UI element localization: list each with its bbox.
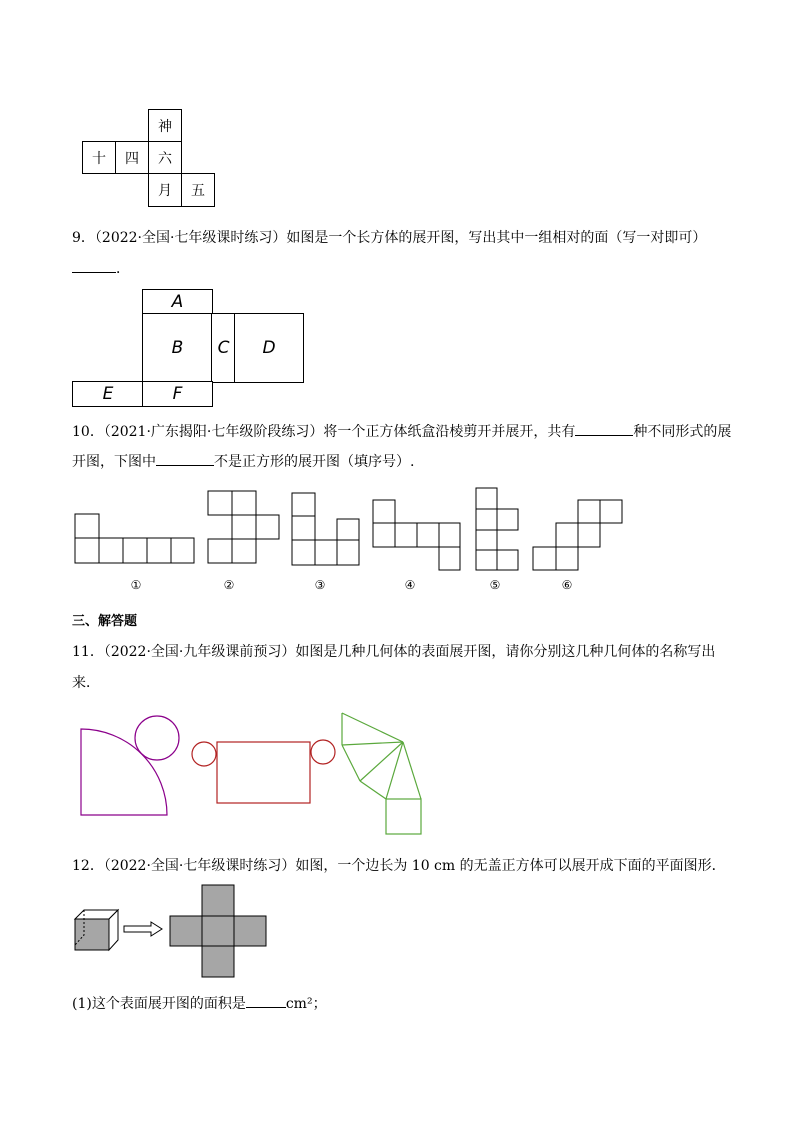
face-e: E: [72, 381, 144, 407]
net-option-3-label: ③: [314, 578, 326, 592]
q11-line2: 来．: [72, 675, 100, 691]
net-option-4-label: ④: [404, 578, 416, 592]
q9-period: ．: [116, 261, 130, 277]
net-cell-wu: 五: [181, 173, 215, 207]
unfold-arrow: [124, 922, 162, 936]
cross-net: [170, 885, 266, 977]
q12-sub1-pre: (1)这个表面展开图的面积是: [72, 996, 246, 1012]
q10-line1-pre: 10．（2021·广东揭阳·七年级阶段练习）将一个正方体纸盒沿棱剪开并展开，共有: [72, 424, 576, 440]
q12-sub1-blank[interactable]: [246, 993, 286, 1008]
q10-line1-post: 种不同形式的展: [633, 424, 732, 440]
net-cell-liu: 六: [148, 141, 182, 174]
q12-text: 12．（2022·全国·七年级课时练习）如图，一个边长为 10 cm 的无盖正方体可以展开成下面的平面图形．: [72, 858, 726, 874]
section-3-title: 三、解答题: [72, 614, 138, 629]
net-option-2-label: ②: [223, 578, 235, 592]
net-cell-si: 四: [115, 141, 149, 174]
q11-line1: 11．（2022·全国·九年级课前预习）如图是几种几何体的表面展开图，请你分别这几种几何体的名称写出: [72, 644, 716, 660]
net-cell-shen: 神: [148, 109, 182, 142]
q10-line2-post: 不是正方形的展开图（填序号）.: [214, 454, 415, 470]
q12-sub1-post: cm²；: [285, 996, 327, 1012]
face-f: F: [142, 381, 213, 407]
face-c: C: [211, 313, 236, 383]
open-box: [75, 910, 118, 950]
face-b: B: [142, 313, 213, 383]
face-d: D: [234, 313, 304, 383]
face-a: A: [142, 289, 213, 315]
net-cell-yue: 月: [148, 173, 182, 207]
net-option-5-label: ⑤: [489, 578, 501, 592]
q10-line2-pre: 开图，下图中: [72, 454, 156, 470]
net-cell-shi: 十: [82, 141, 116, 174]
net-option-6-label: ⑥: [561, 578, 573, 592]
q12-sub1: [72, 993, 327, 1014]
q9-text: 9．（2022·全国·七年级课时练习）如图是一个长方体的展开图，写出其中一组相对的面（写一对即可）: [72, 230, 707, 246]
net-option-1-label: ①: [130, 578, 142, 592]
